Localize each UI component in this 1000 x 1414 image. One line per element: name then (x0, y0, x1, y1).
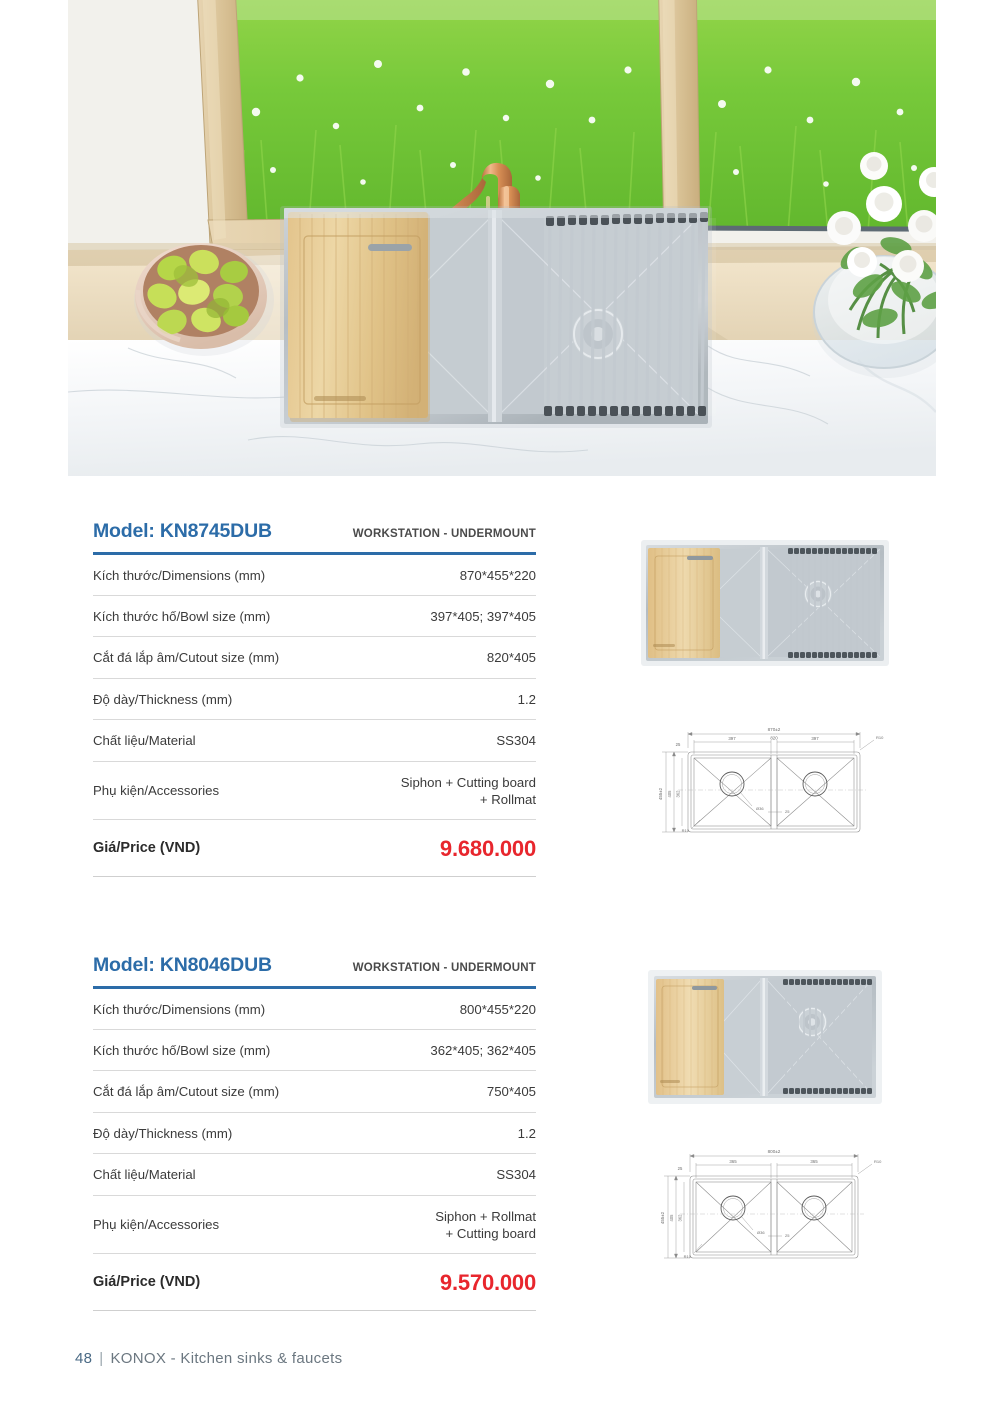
spec-value: SS304 (346, 720, 537, 761)
spec-label: Cắt đá lắp âm/Cutout size (mm) (93, 1071, 346, 1112)
table-row (93, 1154, 536, 1195)
dim-overall-depth: 455±2 (658, 787, 663, 801)
footer-separator: | (99, 1350, 104, 1367)
spec-value: 870*455*220 (346, 555, 537, 596)
spec-value: 362*405; 362*405 (346, 1029, 537, 1070)
price-row (93, 820, 536, 877)
dim-corner-radius: R10 (681, 828, 689, 833)
spec-label: Độ dày/Thickness (mm) (93, 1112, 346, 1153)
model-header (93, 520, 536, 547)
model-header (93, 954, 536, 981)
hero-product-photo (68, 0, 936, 476)
rollmat-illustration (544, 212, 716, 416)
spec-table (93, 555, 536, 878)
price-row (93, 1254, 536, 1311)
spec-label: Kích thước hố/Bowl size (mm) (93, 595, 346, 636)
cutting-board-illustration (288, 212, 430, 422)
spec-value: 1.2 (346, 1112, 537, 1153)
dim-divider: 25 (785, 1233, 790, 1238)
price-value: 9.570.000 (346, 1254, 537, 1311)
table-row (93, 989, 536, 1030)
spec-value: Siphon + Rollmat + Cutting board (346, 1195, 537, 1254)
dim-edge-left: 25 (675, 742, 681, 747)
table-row (93, 555, 536, 596)
footer-brand-line: KONOX - Kitchen sinks & faucets (110, 1350, 343, 1367)
table-row (93, 678, 536, 719)
dim-overall-width: 800±2 (767, 1149, 781, 1154)
spec-value: 750*405 (346, 1071, 537, 1112)
spec-label: Kích thước/Dimensions (mm) (93, 555, 346, 596)
dim-drain-diameter: Ø36 (757, 1230, 765, 1235)
spec-value: 820*405 (346, 637, 537, 678)
spec-value: Siphon + Cutting board + Rollmat (346, 761, 537, 820)
dimension-drawing-svg (648, 720, 893, 845)
technical-drawing (648, 720, 893, 845)
price-value: 9.680.000 (346, 820, 537, 877)
model-type-label: WORKSTATION - UNDERMOUNT (352, 962, 536, 974)
spec-label: Kích thước hố/Bowl size (mm) (93, 1029, 346, 1070)
dim-bowl-right: 365 (810, 1159, 818, 1164)
dim-corner-radius: R10 (683, 1254, 691, 1259)
spec-label: Phụ kiện/Accessories (93, 1195, 346, 1254)
dim-overall-width: 870±2 (767, 727, 781, 732)
dim-edge-left: 25 (677, 1166, 683, 1171)
hero-scene-illustration (68, 0, 936, 476)
spec-label: Cắt đá lắp âm/Cutout size (mm) (93, 637, 346, 678)
table-row (93, 1195, 536, 1254)
spec-label: Độ dày/Thickness (mm) (93, 678, 346, 719)
price-label: Giá/Price (VND) (93, 1254, 346, 1311)
table-row (93, 1071, 536, 1112)
sink-illustration (280, 206, 716, 428)
page-footer (75, 1350, 342, 1367)
spec-value: SS304 (346, 1154, 537, 1195)
spec-label: Kích thước/Dimensions (mm) (93, 989, 346, 1030)
spec-label: Chất liệu/Material (93, 1154, 346, 1195)
dim-corner-radius-2: R10 (876, 735, 884, 740)
dim-divider: 25 (785, 809, 790, 814)
spec-value: 397*405; 397*405 (346, 595, 537, 636)
table-row (93, 1112, 536, 1153)
page-number: 48 (75, 1350, 93, 1367)
spec-label: Phụ kiện/Accessories (93, 761, 346, 820)
spec-column (93, 520, 536, 877)
spec-table (93, 989, 536, 1312)
dim-inner-width: 820 (770, 735, 778, 741)
dim-drain-diameter: Ø36 (756, 806, 764, 811)
dim-corner-radius-2: R10 (874, 1159, 882, 1164)
table-row (93, 637, 536, 678)
dimension-drawing-svg (648, 1142, 893, 1272)
spec-value: 800*455*220 (346, 989, 537, 1030)
dim-bowl-right: 397 (811, 736, 819, 741)
spec-value: 1.2 (346, 678, 537, 719)
dim-overall-depth: 455±2 (660, 1211, 665, 1225)
spec-label: Chất liệu/Material (93, 720, 346, 761)
model-name: Model: KN8046DUB (93, 954, 272, 976)
model-name: Model: KN8745DUB (93, 520, 272, 542)
dim-bowl-depth: 405 (669, 1214, 674, 1222)
sink-topview-illustration (636, 962, 894, 1112)
table-row (93, 761, 536, 820)
product-thumbnail-photo (636, 962, 894, 1112)
dim-bowl-depth: 405 (667, 790, 672, 798)
dim-inner-depth: 362 (675, 790, 681, 798)
price-label: Giá/Price (VND) (93, 820, 346, 877)
dim-bowl-left: 397 (728, 736, 736, 741)
dim-inner-depth: 362 (677, 1214, 683, 1222)
table-row (93, 1029, 536, 1070)
table-row (93, 595, 536, 636)
sink-topview-illustration (636, 534, 894, 672)
technical-drawing (648, 1142, 893, 1272)
dim-bowl-left: 365 (729, 1159, 737, 1164)
spec-column (93, 954, 536, 1311)
model-type-label: WORKSTATION - UNDERMOUNT (352, 528, 536, 540)
product-thumbnail-photo (636, 534, 894, 672)
table-row (93, 720, 536, 761)
